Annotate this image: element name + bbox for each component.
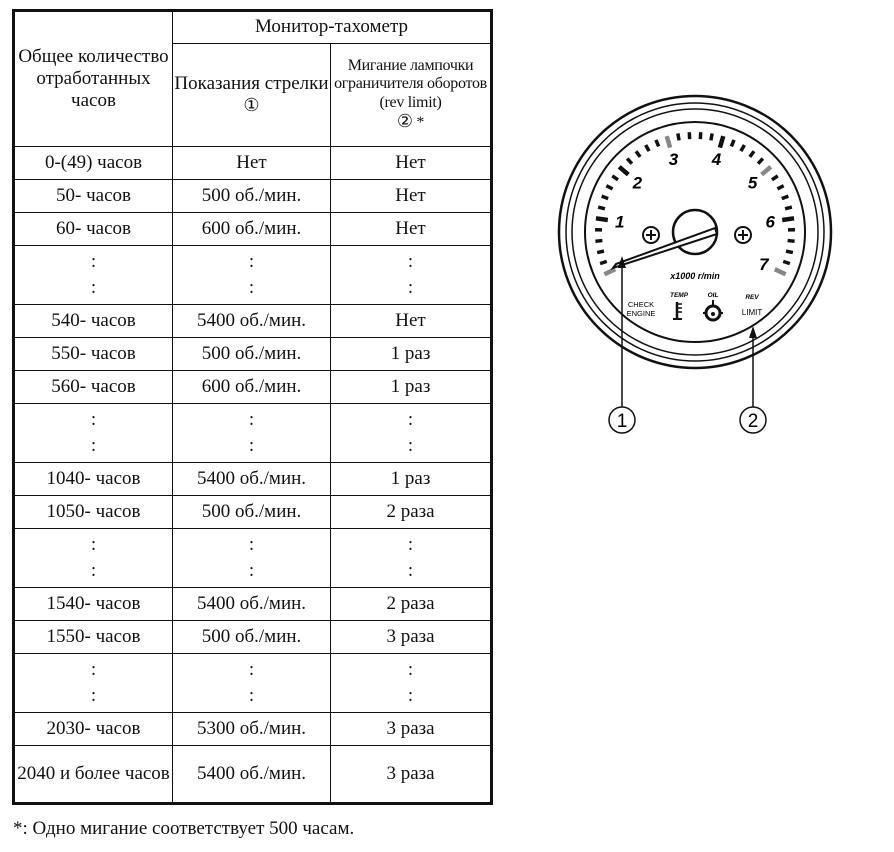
table-row [14,463,492,496]
header-total-hours: Общее количество отработанных часов [14,11,173,147]
hours-cell: 1050- часов [14,496,173,529]
ellipsis-cell: : : [173,529,331,588]
table-row [14,147,492,180]
minor-tick [782,196,789,199]
ellipsis-cell: : : [331,654,492,713]
ellipsis-cell: : : [173,654,331,713]
dial-number: 1 [614,212,625,232]
blink-count-cell: Нет [331,147,492,180]
left-screw-icon [643,227,659,243]
hours-cell: 1550- часов [14,621,173,654]
minor-tick [598,207,605,209]
table-row [14,621,492,654]
ellipsis-cell: : : [14,654,173,713]
dial-number: 3 [668,150,679,170]
dial-number: 7 [759,255,769,275]
header-monitor-tachometer: Монитор-тахометр [173,11,492,44]
hours-cell: 560- часов [14,371,173,404]
unit-label: x1000 r/min [670,271,720,281]
minor-tick [785,207,792,209]
table-row [14,746,492,804]
rpm-cell: 500 об./мин. [173,180,331,213]
ellipsis-cell: : : [14,404,173,463]
rpm-cell: 5400 об./мин. [173,746,331,804]
rpm-cell: 500 об./мин. [173,338,331,371]
hours-cell: 2040 и более часов [14,746,173,804]
footnote-star: * [416,114,425,132]
temp-label: TEMP [669,292,689,299]
minor-tick [786,251,793,252]
blink-count-cell: 1 раз [331,463,492,496]
minor-tick [597,251,604,252]
rpm-cell: 600 об./мин. [173,371,331,404]
minor-tick [595,241,602,242]
hours-cell: 0-(49) часов [14,147,173,180]
ellipsis-cell: : : [14,246,173,305]
rpm-cell: 5400 об./мин. [173,305,331,338]
oil-label: OIL [707,292,719,299]
limit-label: LIMIT [741,308,763,317]
blink-count-cell: 1 раз [331,371,492,404]
minor-tick [678,133,679,140]
table-row [14,213,492,246]
hours-cell: 1040- часов [14,463,173,496]
table-row [14,338,492,371]
blink-count-cell: 3 раза [331,746,492,804]
major-tick [782,218,794,220]
tachometer-illustration [545,92,845,437]
right-screw-icon [735,227,751,243]
rpm-cell: 500 об./мин. [173,496,331,529]
rpm-cell: Нет [173,147,331,180]
blink-count-cell: Нет [331,305,492,338]
table-row-ellipsis [14,654,492,713]
header-needle-reading [173,43,331,146]
blink-count-cell: 2 раза [331,496,492,529]
callout-number-2: 2 [747,411,759,432]
blink-count-cell: 3 раза [331,621,492,654]
check-engine-line2: ENGINE [626,309,656,318]
ellipsis-cell: : : [173,246,331,305]
hours-cell: 540- часов [14,305,173,338]
header-rev-limit-blink [331,43,492,146]
table-body [14,147,492,804]
table-row-ellipsis [14,529,492,588]
header-needle-label: Показания стрелки [174,73,329,95]
dial-number: 2 [632,173,643,193]
rpm-cell: 5300 об./мин. [173,713,331,746]
minor-tick [783,261,790,263]
table-row [14,180,492,213]
table-row-ellipsis [14,246,492,305]
minor-tick [600,261,607,263]
ellipsis-cell: : : [14,529,173,588]
minor-tick [711,133,712,140]
callout-number-1: 1 [616,411,628,432]
hour-meter-table [12,9,493,805]
dial-number: 5 [747,173,758,193]
table-row [14,371,492,404]
table-row-ellipsis [14,404,492,463]
hours-cell: 2030- часов [14,713,173,746]
dial-number: 6 [765,212,776,232]
hours-cell: 1540- часов [14,588,173,621]
table-row [14,713,492,746]
footnote: *: Одно мигание соответствует 500 часам. [13,818,355,839]
hours-cell: 60- часов [14,213,173,246]
blink-count-cell: 1 раз [331,338,492,371]
check-engine-line1: CHECK [627,300,655,309]
ellipsis-cell: : : [331,246,492,305]
rpm-cell: 600 об./мин. [173,213,331,246]
blink-count-cell: Нет [331,180,492,213]
table-row [14,588,492,621]
ellipsis-cell: : : [331,529,492,588]
major-tick [596,218,608,220]
ellipsis-cell: : : [173,404,331,463]
ellipsis-cell: : : [331,404,492,463]
blink-count-cell: 2 раза [331,588,492,621]
rpm-cell: 500 об./мин. [173,621,331,654]
table-row [14,496,492,529]
hours-cell: 550- часов [14,338,173,371]
minor-tick [602,196,609,199]
header-blink-label: Мигание лампочки ограничителя оборотов (rev limit) [334,56,487,111]
dial-number: 4 [711,150,722,170]
needle-callout-mark: ① [243,94,260,116]
blink-count-cell: 3 раза [331,713,492,746]
blink-callout-mark: ② [396,111,413,133]
table-row [14,305,492,338]
rpm-cell: 5400 об./мин. [173,588,331,621]
blink-count-cell: Нет [331,213,492,246]
minor-tick [788,241,795,242]
hours-cell: 50- часов [14,180,173,213]
rpm-cell: 5400 об./мин. [173,463,331,496]
rev-label: REV [745,294,759,301]
